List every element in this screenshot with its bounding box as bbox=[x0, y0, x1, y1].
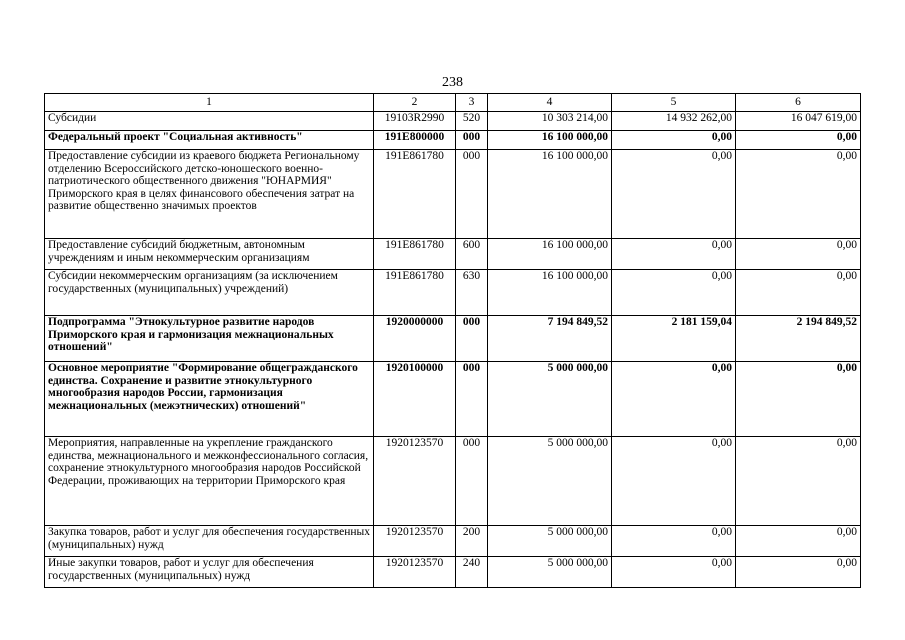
table-row bbox=[45, 437, 861, 526]
table-row bbox=[45, 362, 861, 437]
row-value-col4: 5 000 000,00 bbox=[488, 437, 612, 526]
row-expense-type: 000 bbox=[456, 362, 488, 437]
row-name: Предоставление субсидий бюджетным, автономным учреждениям и иным некоммерческим организациям bbox=[45, 239, 374, 270]
row-value-col4: 7 194 849,52 bbox=[488, 316, 612, 362]
row-code: 191E861780 bbox=[374, 150, 456, 239]
row-code: 19103R2990 bbox=[374, 112, 456, 131]
row-value-col4: 5 000 000,00 bbox=[488, 362, 612, 437]
row-value-col5: 0,00 bbox=[612, 526, 736, 557]
row-value-col5: 2 181 159,04 bbox=[612, 316, 736, 362]
row-value-col5: 0,00 bbox=[612, 362, 736, 437]
row-value-col4: 10 303 214,00 bbox=[488, 112, 612, 131]
row-expense-type: 000 bbox=[456, 437, 488, 526]
row-value-col6: 2 194 849,52 bbox=[736, 316, 861, 362]
column-header: 4 bbox=[488, 94, 612, 112]
row-code: 191E800000 bbox=[374, 131, 456, 150]
row-expense-type: 630 bbox=[456, 270, 488, 316]
row-name: Мероприятия, направленные на укрепление гражданского единства, межнационального и межконфессионального согласия, сохранение этнокультурного многообразия народов Российской Федерации, проживающих на территории Приморского края bbox=[45, 437, 374, 526]
row-code: 1920123570 bbox=[374, 557, 456, 588]
row-value-col4: 16 100 000,00 bbox=[488, 270, 612, 316]
row-name: Подпрограмма "Этнокультурное развитие народов Приморского края и гармонизация межнациональных отношений" bbox=[45, 316, 374, 362]
row-value-col6: 0,00 bbox=[736, 362, 861, 437]
row-value-col6: 0,00 bbox=[736, 526, 861, 557]
row-expense-type: 520 bbox=[456, 112, 488, 131]
column-header: 1 bbox=[45, 94, 374, 112]
column-header: 6 bbox=[736, 94, 861, 112]
row-value-col4: 16 100 000,00 bbox=[488, 239, 612, 270]
table-row bbox=[45, 112, 861, 131]
column-header: 3 bbox=[456, 94, 488, 112]
row-expense-type: 240 bbox=[456, 557, 488, 588]
row-value-col6: 0,00 bbox=[736, 131, 861, 150]
table-row bbox=[45, 557, 861, 588]
row-value-col6: 0,00 bbox=[736, 150, 861, 239]
row-code: 1920123570 bbox=[374, 437, 456, 526]
row-value-col4: 5 000 000,00 bbox=[488, 526, 612, 557]
row-value-col6: 16 047 619,00 bbox=[736, 112, 861, 131]
row-value-col6: 0,00 bbox=[736, 437, 861, 526]
row-value-col5: 0,00 bbox=[612, 131, 736, 150]
column-header: 5 bbox=[612, 94, 736, 112]
row-expense-type: 600 bbox=[456, 239, 488, 270]
row-code: 1920000000 bbox=[374, 316, 456, 362]
row-value-col5: 0,00 bbox=[612, 557, 736, 588]
table-row bbox=[45, 526, 861, 557]
row-name: Предоставление субсидии из краевого бюджета Региональному отделению Всероссийского детско-юношеского военно-патриотического общественного движения "ЮНАРМИЯ" Приморского края в целях финансового обеспечения затрат на развитие общественно значимых проектов bbox=[45, 150, 374, 239]
row-expense-type: 200 bbox=[456, 526, 488, 557]
row-expense-type: 000 bbox=[456, 316, 488, 362]
row-value-col6: 0,00 bbox=[736, 239, 861, 270]
row-value-col5: 0,00 bbox=[612, 437, 736, 526]
row-code: 191E861780 bbox=[374, 239, 456, 270]
table-row bbox=[45, 131, 861, 150]
row-value-col5: 0,00 bbox=[612, 270, 736, 316]
row-name: Иные закупки товаров, работ и услуг для обеспечения государственных (муниципальных) нужд bbox=[45, 557, 374, 588]
table-row bbox=[45, 239, 861, 270]
row-name: Федеральный проект "Социальная активность" bbox=[45, 131, 374, 150]
row-expense-type: 000 bbox=[456, 150, 488, 239]
row-name: Основное мероприятие "Формирование общегражданского единства. Сохранение и развитие этнокультурного многообразия народов России, гармонизация межнациональных (межэтнических) отношений" bbox=[45, 362, 374, 437]
row-value-col5: 0,00 bbox=[612, 150, 736, 239]
row-value-col6: 0,00 bbox=[736, 270, 861, 316]
row-value-col4: 16 100 000,00 bbox=[488, 150, 612, 239]
row-value-col4: 5 000 000,00 bbox=[488, 557, 612, 588]
budget-table bbox=[44, 93, 861, 588]
column-header: 2 bbox=[374, 94, 456, 112]
row-code: 191E861780 bbox=[374, 270, 456, 316]
row-expense-type: 000 bbox=[456, 131, 488, 150]
row-value-col6: 0,00 bbox=[736, 557, 861, 588]
table-row bbox=[45, 150, 861, 239]
row-name: Закупка товаров, работ и услуг для обеспечения государственных (муниципальных) нужд bbox=[45, 526, 374, 557]
row-value-col5: 0,00 bbox=[612, 239, 736, 270]
table-row bbox=[45, 270, 861, 316]
row-code: 1920100000 bbox=[374, 362, 456, 437]
header-row bbox=[45, 94, 861, 112]
row-value-col5: 14 932 262,00 bbox=[612, 112, 736, 131]
row-value-col4: 16 100 000,00 bbox=[488, 131, 612, 150]
row-name: Субсидии некоммерческим организациям (за исключением государственных (муниципальных) учреждений) bbox=[45, 270, 374, 316]
row-name: Субсидии bbox=[45, 112, 374, 131]
page-number: 238 bbox=[442, 75, 463, 90]
table-row bbox=[45, 316, 861, 362]
row-code: 1920123570 bbox=[374, 526, 456, 557]
